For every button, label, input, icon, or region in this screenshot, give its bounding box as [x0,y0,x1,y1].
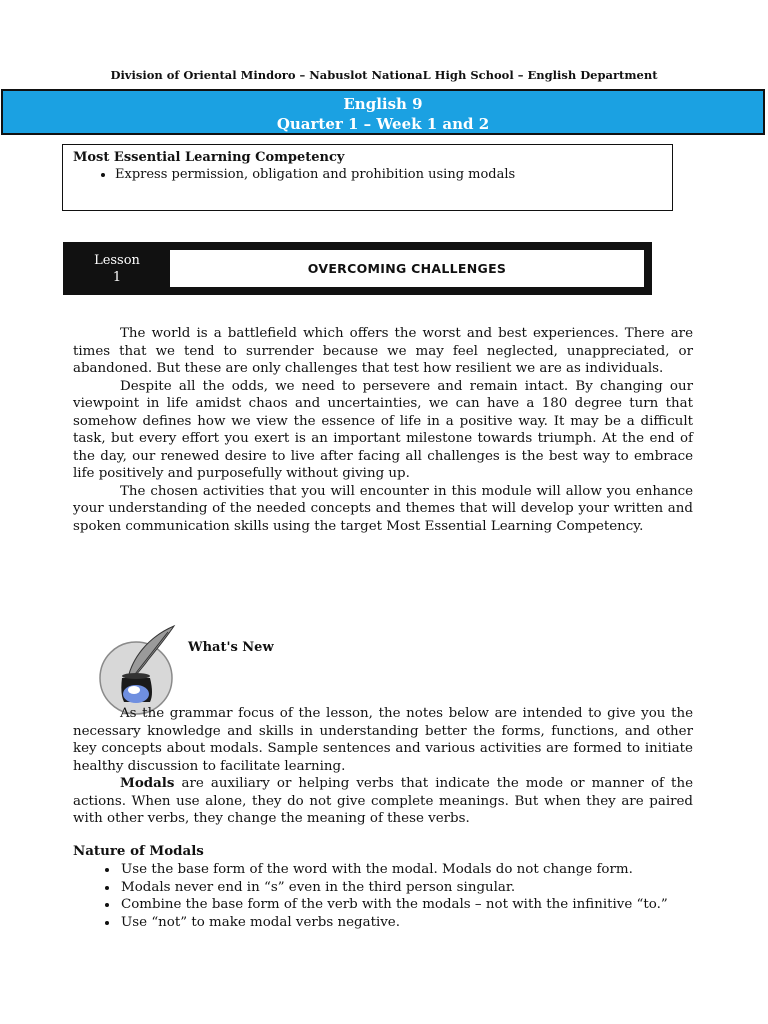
melc-item: • Express permission, obligation and prohibition using modals [115,167,662,182]
melc-title: Most Essential Learning Competency [73,150,345,165]
lesson-number-block [67,246,167,291]
lesson-number: 1 [112,270,122,285]
intro-paragraph: The chosen activities that you will encounter in this module will allow you enhance your understanding of the needed concepts and themes that will develop your written and spoken communication skills using the target Most Essential Learning Competency. [73,483,693,534]
quarter-week: Quarter 1 – Week 1 and 2 [276,115,490,133]
intro-paragraph: The world is a battlefield which offers the worst and best experiences. There are times that we tend to surrender because we may feel neglected, unappreciated, or abandoned. But these are only challenges that test how resilient we are as individuals. [73,326,693,376]
list-item: • Use “not” to make modal verbs negative. [119,914,693,932]
whats-new-paragraph: As the grammar focus of the lesson, the notes below are intended to give you the necessary knowledge and skills in understanding better the forms, functions, and other key concepts about modals. Sample sentences and various activities are formed to initiate healthy discussion to facilitate learning. [73,706,693,774]
modals-term: Modals [120,775,175,791]
subject-banner [1,89,765,135]
whats-new-heading: What's New [188,640,274,655]
modals-paragraph [73,775,693,828]
melc-list [73,167,662,182]
nature-list [73,861,693,931]
lesson-label: Lesson [94,253,140,268]
subject-title: English 9 [343,95,423,113]
intro-text [73,325,693,535]
lesson-title: OVERCOMING CHALLENGES [169,249,645,288]
list-item: • Modals never end in “s” even in the third person singular. [119,879,693,897]
list-item: • Use the base form of the word with the modal. Modals do not change form. [119,861,693,879]
whats-new-text [73,705,693,828]
quill-inkpot-icon [98,620,180,718]
lesson-banner [63,242,652,295]
nature-heading: Nature of Modals [73,843,204,859]
list-item: • Combine the base form of the verb with the modals – not with the infinitive “to.” [119,896,693,914]
document-header: Division of Oriental Mindoro – Nabuslot NationaL High School – English Department [110,68,658,82]
melc-box [62,144,673,211]
modals-definition: are auxiliary or helping verbs that indicate the mode or manner of the actions. When use alone, they do not give complete meanings. But when they are paired with other verbs, they change the meaning of these verbs. [73,776,693,826]
intro-paragraph: Despite all the odds, we need to persevere and remain intact. By changing our viewpoint in life amidst chaos and uncertainties, we can have a 180 degree turn that somehow defines how we view the essence of life in a positive way. It may be a difficult task, but every effort you exert is an important milestone towards triumph. At the end of the day, our renewed desire to live after facing all challenges is the best way to embrace life positively and purposefully without giving up. [73,378,693,481]
